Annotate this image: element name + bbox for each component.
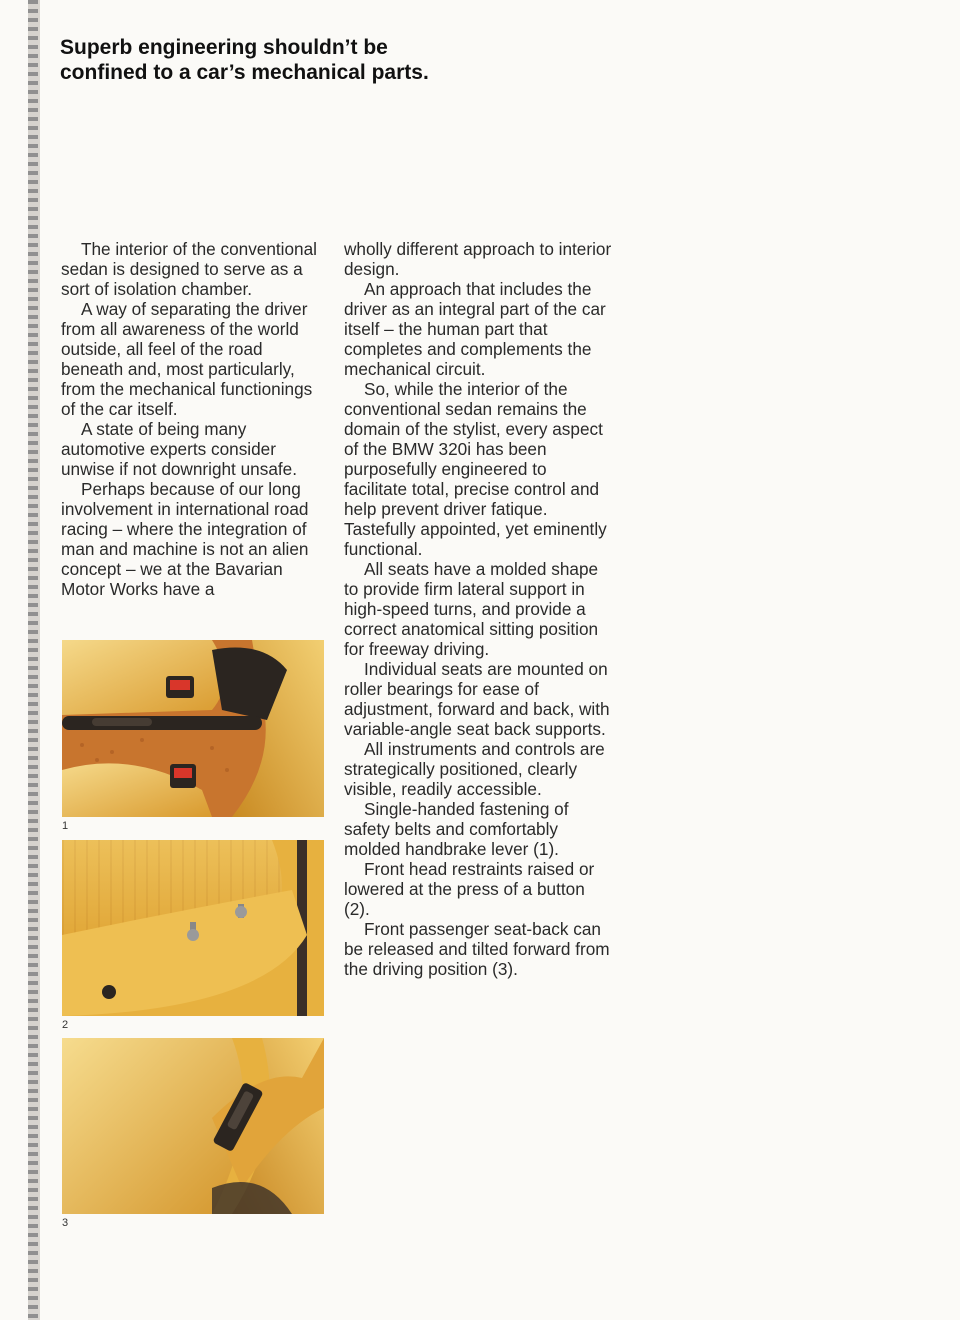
paragraph: Front head restraints raised or lowered at the press of a button (2).	[344, 859, 595, 919]
paragraph: wholly different approach to interior design.	[344, 239, 612, 279]
photo-seatback-release	[62, 1038, 324, 1214]
photo-head-restraint	[62, 840, 324, 1016]
photo-caption: 1	[62, 820, 69, 832]
photo-handbrake-seatbelts	[62, 640, 324, 817]
paragraph: All instruments and controls are strategically positioned, clearly visible, readily accessible.	[344, 739, 605, 799]
paragraph: All seats have a molded shape to provide firm lateral support in high-speed turns, and provide a correct anatomical sitting position for freeway driving.	[344, 559, 599, 659]
paragraph: So, while the interior of the conventional sedan remains the domain of the stylist, every aspect of the BMW 320i has been purposefully engineered to facilitate total, precise control and help prevent driver fatique. Tastefully appointed, yet eminently functional.	[344, 379, 607, 559]
page-edge	[38, 0, 40, 1320]
paragraph: The interior of the conventional sedan is designed to serve as a sort of isolation chamber.	[61, 239, 317, 299]
paragraph: Individual seats are mounted on roller bearings for ease of adjustment, forward and back, with variable-angle seat back supports.	[344, 659, 610, 739]
paragraph: Front passenger seat-back can be released and tilted forward from the driving position (3).	[344, 919, 610, 979]
photo-caption: 2	[62, 1019, 69, 1031]
paragraph: An approach that includes the driver as an integral part of the car itself – the human part that completes and complements the mechanical circuit.	[344, 279, 606, 379]
paragraph: Single-handed fastening of safety belts and comfortably molded handbrake lever (1).	[344, 799, 569, 859]
right-text-column	[344, 239, 612, 979]
spiral-binding	[28, 0, 38, 1320]
paragraph: A state of being many automotive experts consider unwise if not downright unsafe.	[61, 419, 297, 479]
left-text-column	[61, 239, 329, 599]
paragraph: Perhaps because of our long involvement in international road racing – where the integration of man and machine is not an alien concept – we at the Bavarian Motor Works have a	[61, 479, 309, 599]
photo-caption: 3	[62, 1217, 69, 1229]
paragraph: A way of separating the driver from all awareness of the world outside, all feel of the road beneath and, most particularly, from the mechanical functionings of the car itself.	[61, 299, 313, 419]
page-title: Superb engineering shouldn’t be confined to a car’s mechanical parts.	[60, 36, 429, 84]
